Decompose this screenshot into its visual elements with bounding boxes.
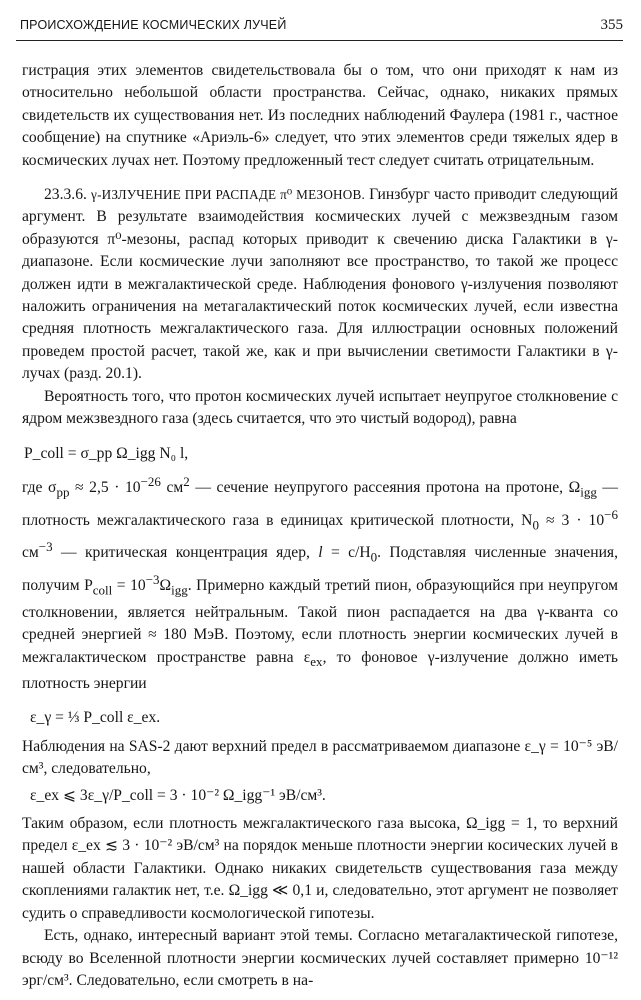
paragraph-conclusion: Таким образом, если плотность межгалактического газа высока, Ω_igg = 1, то верхний предел ε_ex ≲ 3 · 10⁻² эВ/см³ на порядок меньше плотности энергии косических лучей в нашей области Галактики. Однако никаких свидетельств существования газа между скоплениями галактик нет, т.е. Ω_igg ≪ 0,1 и, следовательно, этот аргумент не позволяет судить о справедливости космологической гипотезы. xyxy=(22,815,618,922)
paragraph-variant: Есть, однако, интересный вариант этой темы. Согласно метагалактической гипотезе, всюду во Вселенной плотности энергии космических лучей составляет примерно 10⁻¹² эрг/см³. Следовательно, если смотреть в на- xyxy=(22,927,618,989)
paragraph-probability: Вероятность того, что протон космических лучей испытает неупругое столкновение с ядром межзвездного газа (здесь считается, что это чистый водород), равна xyxy=(22,387,618,428)
text-body xyxy=(22,60,618,992)
header-rule xyxy=(16,40,623,41)
page-number: 355 xyxy=(600,17,623,33)
paragraph-where: где $\sigma_{pp} \approx 2,5 \cdot 10^{-26}$ $см^2$ — сечение неупругого рассеяния протона на протоне, $\Omega_{igg}$ — плотность межгалактического газа в единицах критической плотности, $N_0 \approx 3 \cdot 10^{-6}$ $см^{-3}$ — критическая концентрация ядер, $l = c/H_0$. Подставляя численные значения, получим $P_{coll} = 10^{-3}\Omega_{igg}$. Примерно каждый третий пион, образующийся при неупругом столкновении, является нейтральным. Такой пион распадается на два γ-кванта со средней энергией ≈ 180 МэВ. Поэтому, если плотность энергии космических лучей в межгалактическом пространстве равна $\varepsilon_{ex}$, то фоновое γ-излучение должно иметь плотность энергии xyxy=(22,473,618,693)
formula-epsilon-gamma: ε_γ = ⅓ P_coll ε_ex. xyxy=(30,709,161,727)
paragraph-continuation: гистрация этих элементов свидетельствовала бы о том, что они приходят к нам из относительно небольшой области пространства. Сейчас, однако, никаких прямых свидетельств их существования нет. Из последних наблюдений Фаулера (1981 г., частное сообщение) на спутнике «Ариэль-6» следует, что этих элементов среди тяжелых ядер в космических лучах нет. Поэтому предложенный тест следует считать отрицательным. xyxy=(22,62,618,169)
formula-epsilon-ex: ε_ex ⩽ 3ε_γ/P_coll = 3 · 10⁻² Ω_igg⁻¹ эВ/см³. xyxy=(30,786,326,804)
section-body: Гинзбург часто приводит следующий аргумент. В результате взаимодействия космических лучей с межзвездным газом образуются π⁰-мезоны, распад которых приводит к свечению диска Галактики в γ-диапазоне. Если космические лучи заполняют все пространство, то такой же процесс должен идти в межгалактической среде. Наблюдения фонового γ-излучения позволяют наложить ограничения на метагалактический поток космических лучей, если известна средняя плотность межгалактического газа. Для иллюстрации основных положений проведем простой расчет, такой же, как и при вычислении светимости Галактики в γ-лучах (разд. 20.1). xyxy=(22,186,618,383)
formula-p-coll: P_coll = σ_pp Ω_igg N₀ l, xyxy=(24,444,189,462)
section-heading: γ-ИЗЛУЧЕНИЕ ПРИ РАСПАДЕ π⁰ МЕЗОНОВ. xyxy=(91,187,365,203)
running-title: ПРОИСХОЖДЕНИЕ КОСМИЧЕСКИХ ЛУЧЕЙ xyxy=(20,18,287,32)
paragraph-sas2: Наблюдения на SAS-2 дают верхний предел в рассматриваемом диапазоне ε_γ = 10⁻⁵ эВ/см³, следовательно, xyxy=(22,737,618,778)
running-header xyxy=(20,14,623,38)
section-paragraph xyxy=(22,184,618,386)
section-number: 23.3.6. xyxy=(44,186,87,204)
